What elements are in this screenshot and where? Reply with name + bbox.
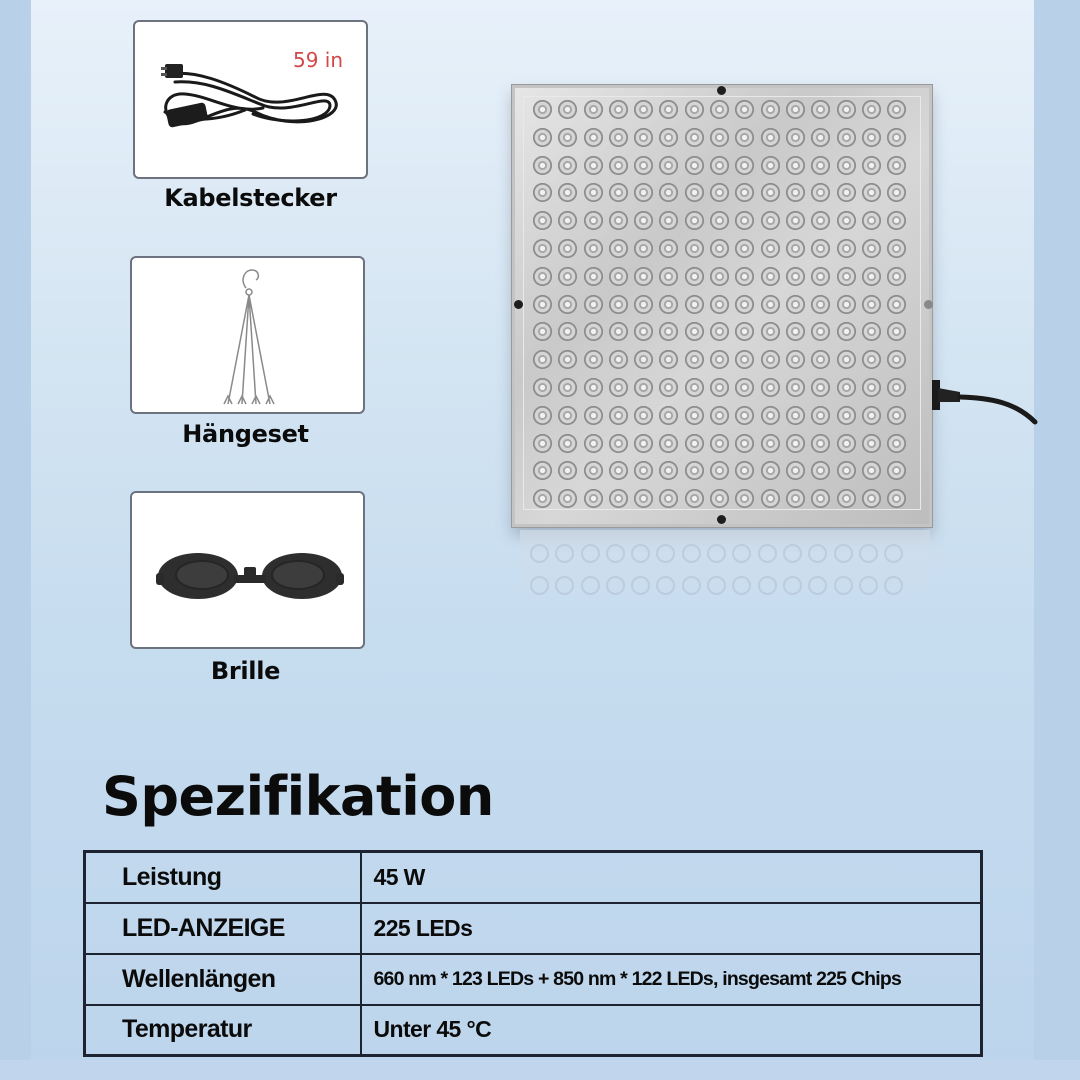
led-icon [685, 378, 704, 397]
led-icon [634, 211, 653, 230]
led-icon [533, 489, 552, 508]
spec-row-power [85, 852, 982, 903]
led-icon [786, 267, 805, 286]
led-icon [609, 128, 628, 147]
led-icon [533, 183, 552, 202]
led-icon [609, 378, 628, 397]
led-icon [887, 267, 906, 286]
led-icon [533, 295, 552, 314]
led-icon [609, 295, 628, 314]
led-icon [710, 211, 729, 230]
led-icon [634, 267, 653, 286]
led-icon [837, 156, 856, 175]
led-icon [887, 100, 906, 119]
led-reflection-icon [783, 576, 802, 595]
led-panel-product-image [512, 85, 932, 527]
led-icon [735, 156, 754, 175]
led-icon [634, 350, 653, 369]
led-reflection-icon [884, 544, 903, 563]
led-reflection-icon [656, 544, 675, 563]
led-reflection-icon [707, 544, 726, 563]
led-reflection-icon [859, 544, 878, 563]
led-icon [862, 156, 881, 175]
led-icon [558, 211, 577, 230]
led-icon [685, 183, 704, 202]
led-icon [558, 128, 577, 147]
led-icon [786, 406, 805, 425]
led-icon [584, 100, 603, 119]
led-icon [533, 406, 552, 425]
spec-key: Wellenlängen [85, 954, 361, 1005]
led-icon [685, 461, 704, 480]
led-icon [659, 128, 678, 147]
led-icon [811, 267, 830, 286]
led-icon [659, 350, 678, 369]
led-icon [659, 211, 678, 230]
led-icon [811, 489, 830, 508]
led-icon [558, 322, 577, 341]
led-reflection-icon [758, 544, 777, 563]
led-icon [811, 434, 830, 453]
background-strip-right [1034, 0, 1080, 1080]
led-icon [584, 461, 603, 480]
accessory-label-cable: Kabelstecker [164, 184, 337, 212]
led-icon [811, 211, 830, 230]
led-icon [786, 295, 805, 314]
led-reflection-icon [707, 576, 726, 595]
led-reflection-icon [732, 544, 751, 563]
led-icon [584, 156, 603, 175]
led-reflection-icon [758, 576, 777, 595]
led-icon [659, 461, 678, 480]
led-icon [735, 378, 754, 397]
led-icon [887, 378, 906, 397]
led-icon [837, 128, 856, 147]
led-icon [786, 350, 805, 369]
led-icon [685, 295, 704, 314]
led-icon [887, 183, 906, 202]
spec-value: 45 W [361, 852, 982, 903]
led-icon [584, 378, 603, 397]
led-icon [609, 434, 628, 453]
led-icon [837, 183, 856, 202]
led-icon [735, 267, 754, 286]
spec-title: Spezifikation [102, 765, 494, 828]
led-icon [533, 378, 552, 397]
led-icon [811, 378, 830, 397]
led-icon [862, 239, 881, 258]
led-icon [862, 406, 881, 425]
accessory-label-goggles: Brille [210, 657, 281, 685]
led-icon [609, 406, 628, 425]
led-icon [837, 100, 856, 119]
screw-icon [514, 300, 523, 309]
led-icon [659, 322, 678, 341]
led-icon [811, 128, 830, 147]
led-icon [710, 322, 729, 341]
led-icon [659, 434, 678, 453]
led-icon [533, 211, 552, 230]
led-icon [862, 267, 881, 286]
power-cable-icon [135, 22, 368, 179]
accessory-card-goggles [130, 491, 365, 649]
led-icon [837, 211, 856, 230]
led-icon [761, 350, 780, 369]
led-icon [558, 183, 577, 202]
led-icon [786, 489, 805, 508]
led-icon [761, 434, 780, 453]
led-icon [558, 350, 577, 369]
led-icon [659, 156, 678, 175]
led-icon [634, 295, 653, 314]
led-icon [609, 267, 628, 286]
led-icon [533, 461, 552, 480]
led-icon [584, 322, 603, 341]
led-icon [685, 489, 704, 508]
led-reflection-icon [834, 544, 853, 563]
led-reflection-icon [884, 576, 903, 595]
spec-key: Temperatur [85, 1005, 361, 1056]
led-icon [761, 489, 780, 508]
led-reflection-icon [859, 576, 878, 595]
led-icon [786, 378, 805, 397]
led-icon [887, 434, 906, 453]
led-icon [862, 434, 881, 453]
led-icon [811, 183, 830, 202]
led-icon [811, 406, 830, 425]
led-icon [786, 322, 805, 341]
led-reflection-icon [555, 544, 574, 563]
led-icon [862, 295, 881, 314]
led-icon [558, 461, 577, 480]
led-icon [685, 239, 704, 258]
led-icon [710, 406, 729, 425]
spec-row-temperature [85, 1005, 982, 1056]
led-icon [558, 489, 577, 508]
led-reflection-icon [606, 576, 625, 595]
led-icon [609, 489, 628, 508]
led-icon [659, 378, 678, 397]
led-icon [887, 295, 906, 314]
led-reflection-icon [732, 576, 751, 595]
led-icon [584, 128, 603, 147]
led-icon [659, 267, 678, 286]
led-icon [634, 378, 653, 397]
led-reflection-icon [530, 576, 549, 595]
led-icon [609, 239, 628, 258]
led-icon [761, 156, 780, 175]
led-icon [761, 378, 780, 397]
led-icon [837, 489, 856, 508]
accessory-label-hanging-set: Hängeset [182, 420, 309, 448]
led-icon [862, 489, 881, 508]
led-icon [761, 322, 780, 341]
led-icon [887, 322, 906, 341]
led-icon [558, 434, 577, 453]
led-icon [685, 322, 704, 341]
led-icon [710, 434, 729, 453]
led-icon [761, 211, 780, 230]
led-icon [837, 406, 856, 425]
led-icon [710, 489, 729, 508]
led-icon [811, 295, 830, 314]
led-icon [558, 156, 577, 175]
led-icon [710, 183, 729, 202]
led-icon [558, 406, 577, 425]
led-reflection-icon [682, 544, 701, 563]
led-icon [735, 489, 754, 508]
led-reflection-icon [631, 544, 650, 563]
led-icon [609, 211, 628, 230]
led-icon [710, 128, 729, 147]
screw-icon [924, 300, 933, 309]
led-icon [533, 350, 552, 369]
led-icon [584, 239, 603, 258]
led-icon [735, 322, 754, 341]
screw-icon [717, 515, 726, 524]
led-icon [659, 239, 678, 258]
led-icon [862, 211, 881, 230]
led-icon [887, 156, 906, 175]
led-reflection-icon [555, 576, 574, 595]
led-icon [533, 128, 552, 147]
led-grid [533, 100, 912, 517]
led-icon [584, 295, 603, 314]
led-icon [837, 267, 856, 286]
led-icon [533, 322, 552, 341]
led-icon [735, 406, 754, 425]
spec-value: Unter 45 °C [361, 1005, 982, 1056]
led-icon [837, 295, 856, 314]
led-icon [786, 434, 805, 453]
led-icon [609, 350, 628, 369]
led-icon [786, 211, 805, 230]
hanging-hook-icon [132, 258, 365, 414]
led-icon [887, 406, 906, 425]
led-icon [609, 322, 628, 341]
spec-key: Leistung [85, 852, 361, 903]
led-icon [735, 434, 754, 453]
led-reflection-icon [581, 576, 600, 595]
led-icon [685, 211, 704, 230]
led-icon [837, 322, 856, 341]
led-icon [811, 239, 830, 258]
led-icon [634, 100, 653, 119]
led-icon [634, 183, 653, 202]
led-icon [761, 128, 780, 147]
led-icon [862, 378, 881, 397]
led-icon [811, 461, 830, 480]
led-icon [609, 183, 628, 202]
led-icon [609, 461, 628, 480]
led-reflection-icon [656, 576, 675, 595]
led-icon [609, 156, 628, 175]
led-icon [887, 211, 906, 230]
led-icon [735, 461, 754, 480]
led-icon [887, 239, 906, 258]
led-icon [710, 156, 729, 175]
led-icon [710, 378, 729, 397]
led-icon [533, 100, 552, 119]
led-icon [558, 239, 577, 258]
led-icon [558, 100, 577, 119]
led-icon [735, 211, 754, 230]
cable-length-note: 59 in [293, 48, 344, 72]
led-reflection-icon [808, 576, 827, 595]
led-icon [710, 350, 729, 369]
led-icon [659, 100, 678, 119]
led-icon [634, 434, 653, 453]
led-icon [811, 350, 830, 369]
led-reflection-icon [783, 544, 802, 563]
led-icon [685, 350, 704, 369]
led-icon [786, 156, 805, 175]
led-icon [533, 267, 552, 286]
led-icon [659, 489, 678, 508]
led-icon [710, 239, 729, 258]
led-reflection-icon [808, 544, 827, 563]
led-icon [862, 128, 881, 147]
led-icon [862, 350, 881, 369]
led-icon [659, 183, 678, 202]
led-reflection-icon [631, 576, 650, 595]
led-icon [685, 100, 704, 119]
led-icon [786, 100, 805, 119]
led-icon [558, 295, 577, 314]
led-icon [634, 239, 653, 258]
led-icon [811, 156, 830, 175]
led-icon [710, 267, 729, 286]
led-icon [558, 267, 577, 286]
led-icon [786, 183, 805, 202]
led-icon [710, 295, 729, 314]
led-icon [887, 489, 906, 508]
spec-row-wavelengths [85, 954, 982, 1005]
led-icon [862, 100, 881, 119]
led-icon [584, 434, 603, 453]
led-icon [837, 378, 856, 397]
led-icon [685, 406, 704, 425]
led-icon [761, 295, 780, 314]
led-icon [837, 461, 856, 480]
led-icon [584, 350, 603, 369]
goggles-icon [132, 493, 365, 649]
accessory-card-cable [133, 20, 368, 179]
led-icon [786, 461, 805, 480]
led-icon [659, 406, 678, 425]
led-icon [761, 267, 780, 286]
led-icon [887, 350, 906, 369]
spec-value: 225 LEDs [361, 903, 982, 954]
led-icon [634, 128, 653, 147]
led-reflection-icon [606, 544, 625, 563]
led-icon [584, 183, 603, 202]
led-icon [685, 434, 704, 453]
accessory-card-hanging-set [130, 256, 365, 414]
led-icon [735, 100, 754, 119]
led-icon [862, 183, 881, 202]
led-icon [609, 100, 628, 119]
led-icon [761, 239, 780, 258]
spec-table [83, 850, 983, 1057]
power-cord-icon [930, 380, 1040, 440]
led-icon [735, 350, 754, 369]
led-icon [837, 434, 856, 453]
led-icon [735, 239, 754, 258]
led-icon [811, 100, 830, 119]
spec-key: LED-ANZEIGE [85, 903, 361, 954]
led-reflection-icon [581, 544, 600, 563]
led-icon [761, 461, 780, 480]
led-icon [735, 128, 754, 147]
led-icon [837, 350, 856, 369]
background-strip-bottom [0, 1060, 1080, 1080]
led-icon [761, 406, 780, 425]
led-icon [735, 295, 754, 314]
led-icon [811, 322, 830, 341]
led-icon [685, 267, 704, 286]
led-icon [837, 239, 856, 258]
led-icon [533, 434, 552, 453]
spec-row-led-count [85, 903, 982, 954]
led-icon [634, 406, 653, 425]
led-icon [584, 406, 603, 425]
led-icon [584, 211, 603, 230]
led-icon [862, 322, 881, 341]
led-icon [634, 489, 653, 508]
led-icon [634, 322, 653, 341]
led-icon [533, 156, 552, 175]
led-panel-reflection [520, 530, 930, 600]
led-icon [710, 100, 729, 119]
led-icon [659, 295, 678, 314]
led-reflection-icon [530, 544, 549, 563]
led-icon [887, 128, 906, 147]
led-icon [710, 461, 729, 480]
led-icon [685, 156, 704, 175]
led-icon [786, 239, 805, 258]
led-icon [761, 100, 780, 119]
led-icon [685, 128, 704, 147]
led-icon [862, 461, 881, 480]
spec-value: 660 nm * 123 LEDs + 850 nm * 122 LEDs, insgesamt 225 Chips [361, 954, 982, 1005]
led-reflection-icon [834, 576, 853, 595]
led-icon [584, 489, 603, 508]
led-icon [887, 461, 906, 480]
led-icon [533, 239, 552, 258]
led-icon [634, 156, 653, 175]
led-reflection-icon [682, 576, 701, 595]
screw-icon [717, 86, 726, 95]
led-icon [584, 267, 603, 286]
led-icon [735, 183, 754, 202]
led-icon [786, 128, 805, 147]
led-icon [761, 183, 780, 202]
led-icon [558, 378, 577, 397]
led-icon [634, 461, 653, 480]
